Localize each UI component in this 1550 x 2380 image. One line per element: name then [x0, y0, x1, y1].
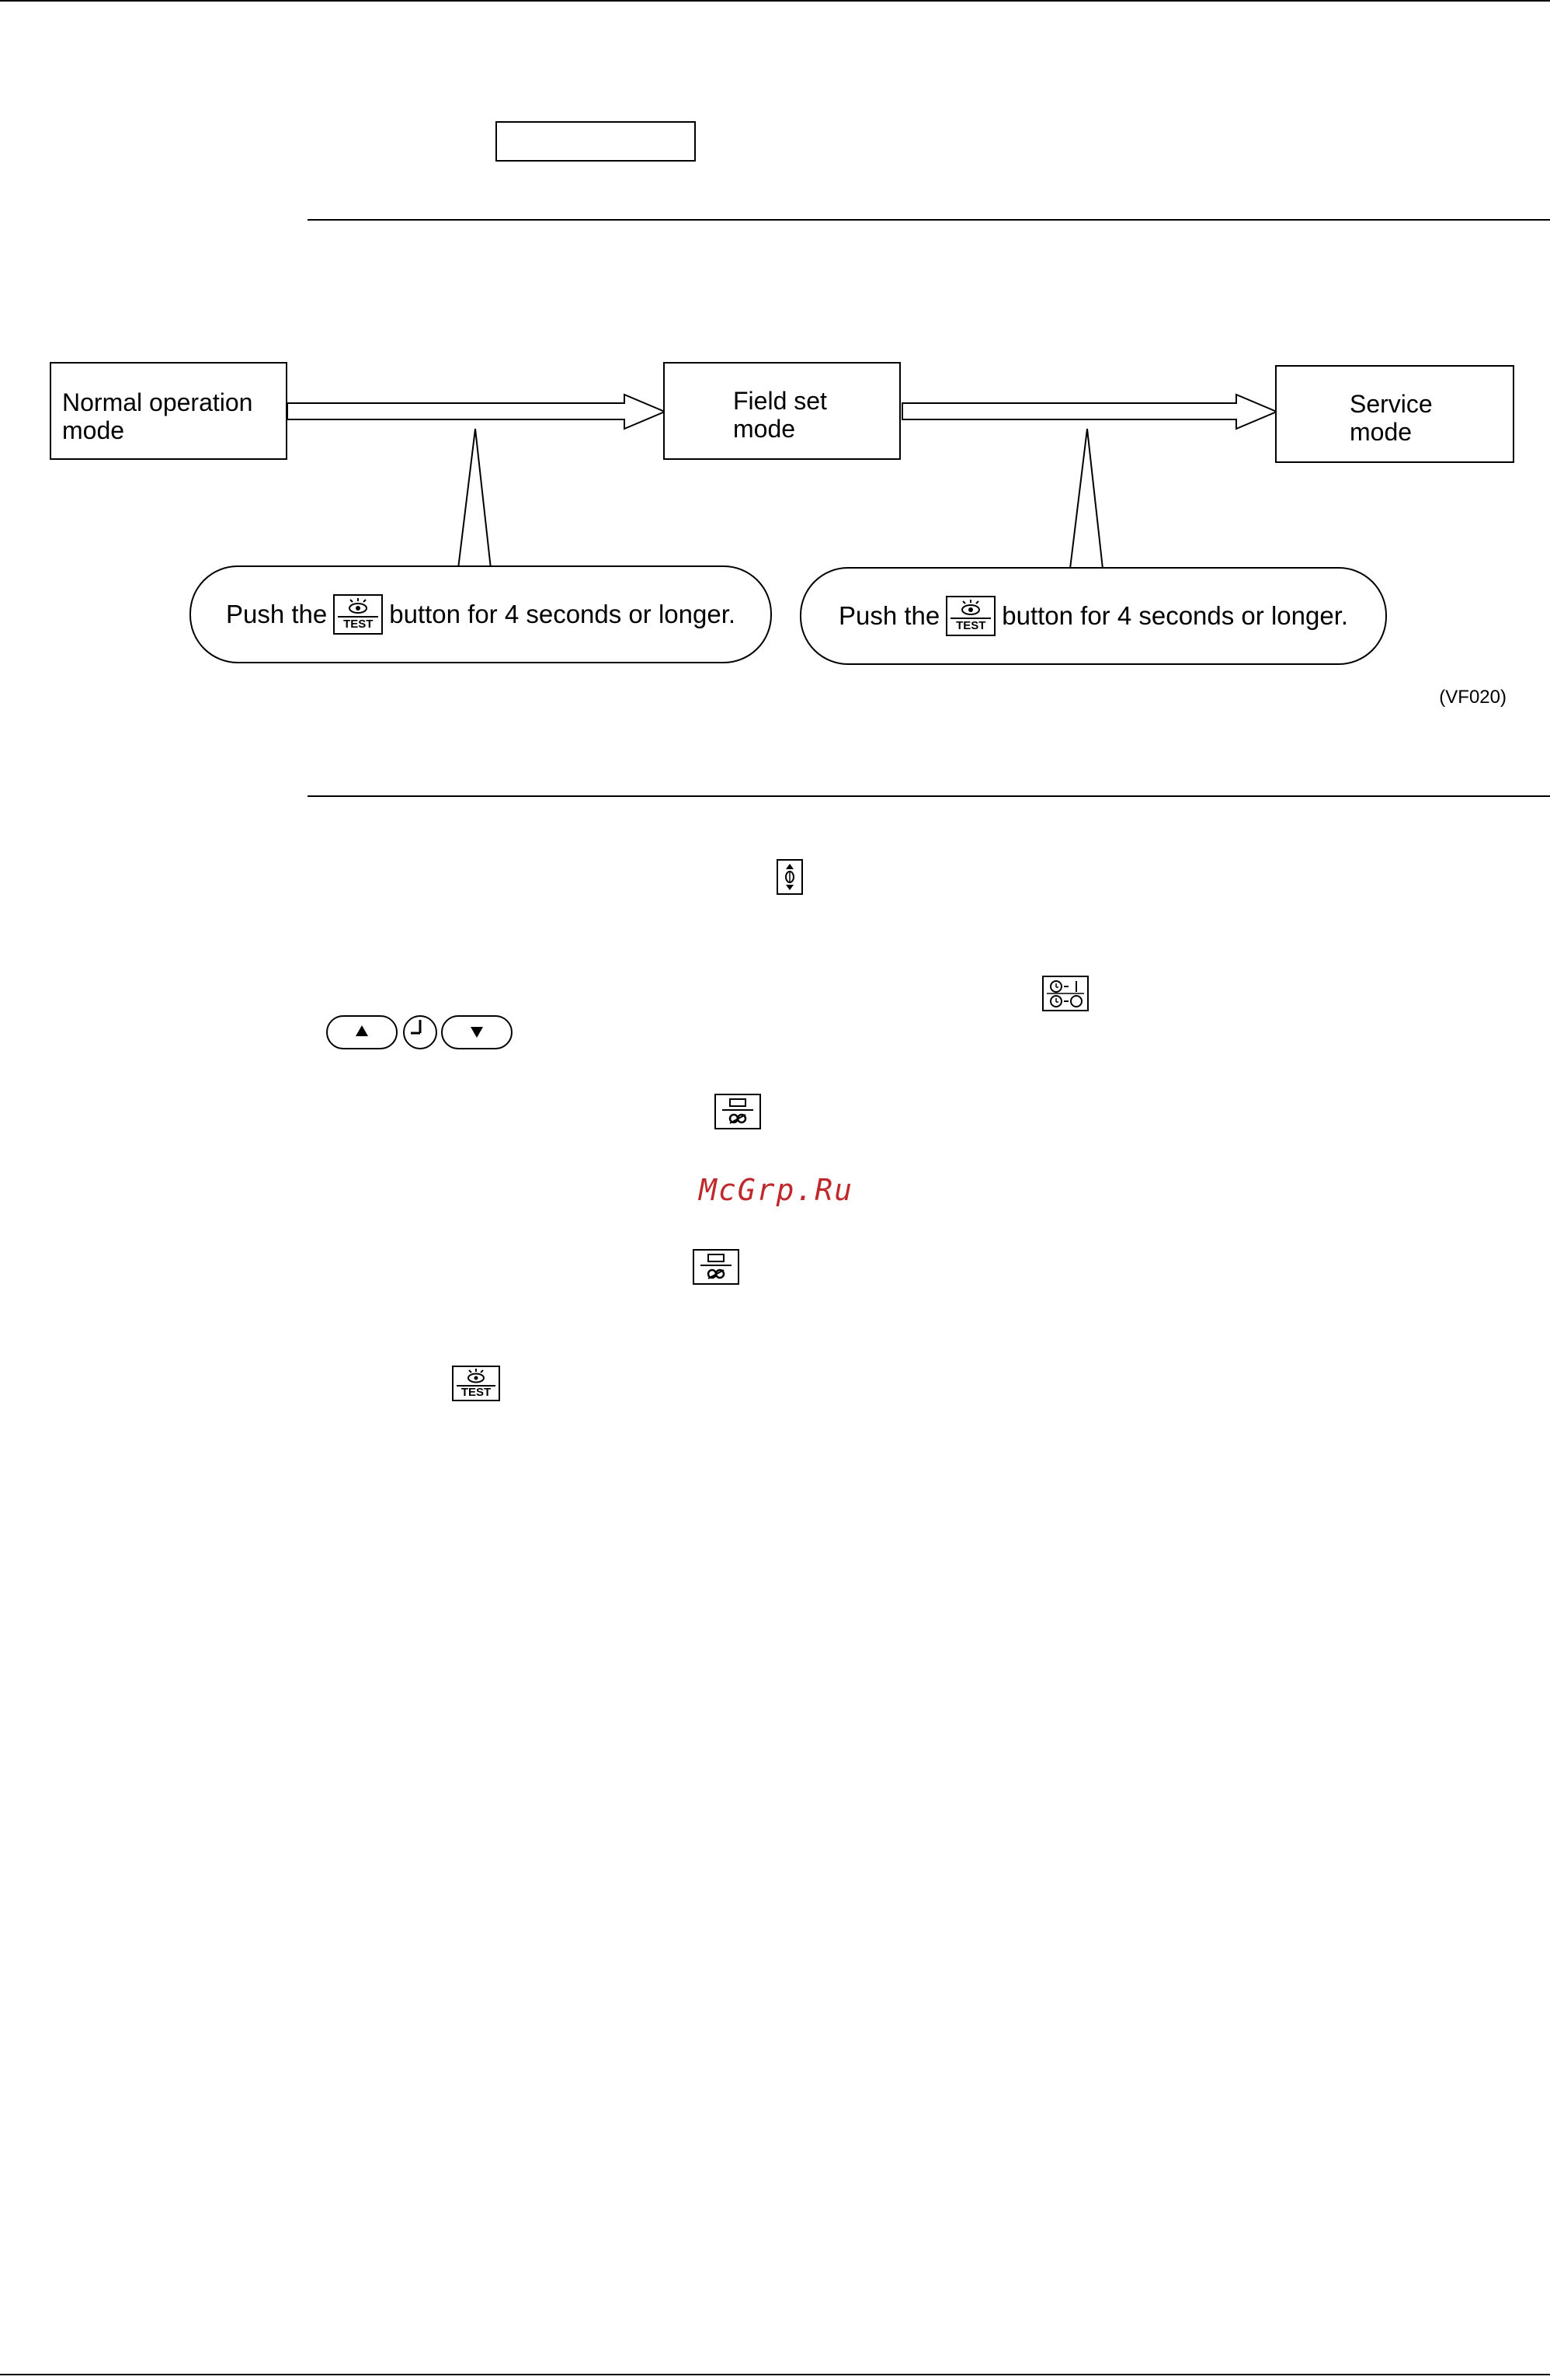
- normal-operation-mode-label: Normal operation mode: [62, 388, 253, 444]
- callout-right: [800, 567, 1387, 665]
- callout-left-suffix: button for 4 seconds or longer.: [389, 600, 736, 628]
- test-button-label: TEST: [343, 618, 374, 631]
- eye-icon: [454, 1367, 499, 1386]
- reserve-cancel-icon: [694, 1251, 738, 1283]
- time-down-button-icon: [441, 1015, 513, 1049]
- callout-pointer-left: [458, 429, 491, 569]
- time-up-button-icon: [326, 1015, 398, 1049]
- callout-left-prefix: Push the: [225, 600, 328, 628]
- program-cancel-button-icon: [693, 1249, 739, 1285]
- swing-icon: [778, 861, 801, 893]
- time-adjust-control: [326, 1013, 513, 1052]
- test-button-label: TEST: [956, 619, 986, 632]
- callout-pointer-right: [1070, 429, 1103, 569]
- timer-on-off-button-icon: [1042, 976, 1089, 1011]
- figure-code: (VF020): [1439, 687, 1507, 708]
- air-direction-button-icon: [777, 859, 803, 895]
- bottom-rule: [0, 2374, 1550, 2375]
- eye-icon: [335, 597, 381, 617]
- watermark: McGrp.Ru: [699, 1173, 854, 1207]
- up-arrow-icon: [328, 1017, 396, 1048]
- test-button-icon: [946, 596, 996, 636]
- reserve-cancel-icon: [716, 1095, 759, 1128]
- section-rule-middle: [308, 795, 1550, 797]
- eye-icon: [947, 598, 994, 618]
- timer-icon: [1044, 977, 1087, 1010]
- arrow-normal-to-field: [287, 395, 665, 429]
- clock-icon: [401, 1013, 440, 1052]
- arrow-field-to-service: [902, 395, 1277, 429]
- field-set-mode-box: [663, 362, 901, 460]
- test-button-icon: [333, 594, 383, 635]
- callout-left: [189, 565, 772, 663]
- normal-operation-mode-box: [50, 362, 287, 460]
- test-button-label: TEST: [460, 1386, 492, 1399]
- down-arrow-icon: [443, 1017, 511, 1048]
- test-button-icon: [452, 1366, 500, 1401]
- service-mode-label: Service mode: [1350, 390, 1433, 446]
- service-mode-box: [1275, 365, 1514, 463]
- program-cancel-button-icon: [714, 1094, 761, 1129]
- field-set-mode-label: Field set mode: [733, 387, 827, 443]
- callout-right-prefix: Push the: [838, 601, 940, 630]
- callout-right-suffix: button for 4 seconds or longer.: [1002, 601, 1349, 630]
